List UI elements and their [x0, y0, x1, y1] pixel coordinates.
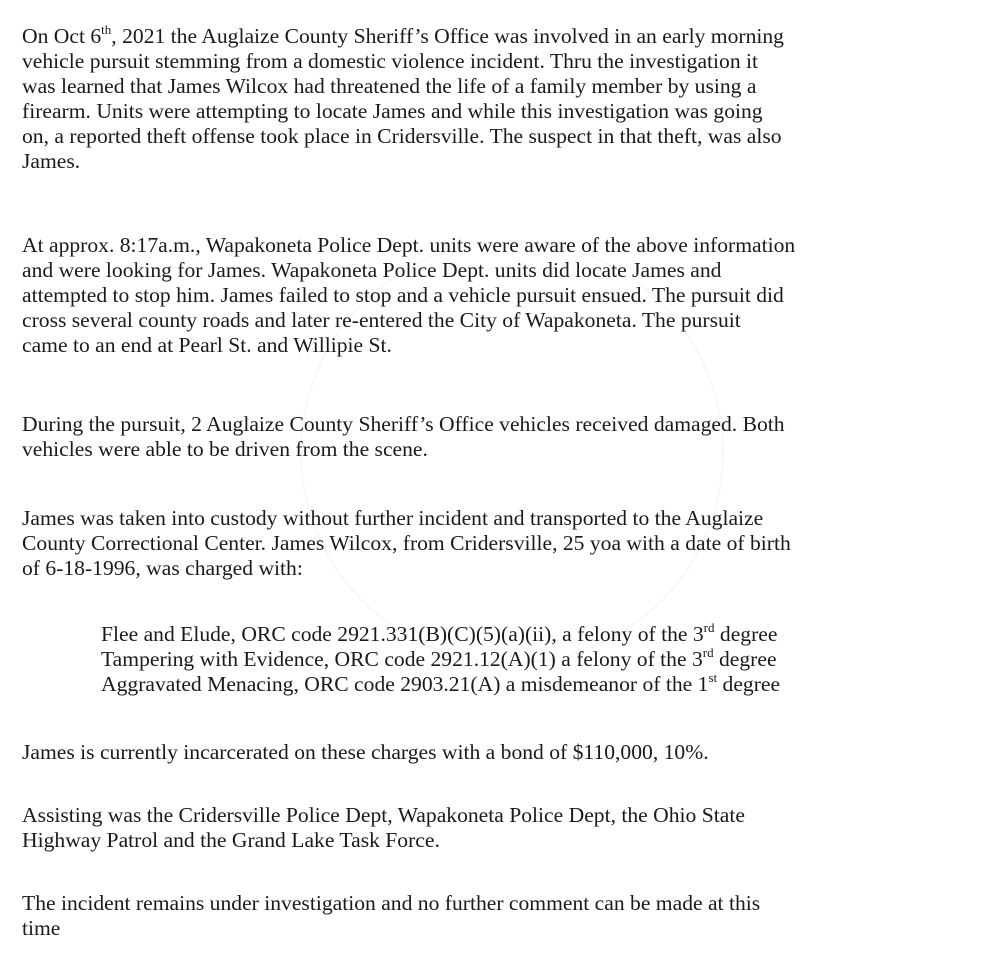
text-line [22, 531, 791, 556]
paragraph-assisting [22, 803, 745, 853]
text-run: firearm. Units were attempting to locate James and while this investigation was going [22, 99, 763, 123]
text-run: and were looking for James. Wapakoneta Police Dept. units did locate James and [22, 258, 722, 282]
text-run: vehicles were able to be driven from the scene. [22, 437, 428, 461]
text-run: , 2021 the Auglaize County Sheriff’s Office was involved in an early morning [111, 24, 784, 48]
text-run: cross several county roads and later re-entered the City of Wapakoneta. The pursuit [22, 308, 741, 332]
text-run: degree [717, 672, 781, 696]
text-line [22, 99, 784, 124]
text-run: During the pursuit, 2 Auglaize County Sheriff’s Office vehicles received damaged. Both [22, 412, 785, 436]
text-line [22, 308, 795, 333]
text-run: vehicle pursuit stemming from a domestic violence incident. Thru the investigation it [22, 49, 759, 73]
text-run: Flee and Elude, ORC code 2921.331(B)(C)(5)(a)(ii), a felony of the 3 [101, 622, 704, 646]
text-run: Highway Patrol and the Grand Lake Task Force. [22, 828, 440, 852]
text-run: At approx. 8:17a.m., Wapakoneta Police Dept. units were aware of the above information [22, 233, 796, 257]
text-run: James. [22, 149, 81, 173]
text-line [22, 556, 791, 581]
text-line [22, 74, 784, 99]
text-run: Aggravated Menacing, ORC code 2903.21(A) a misdemeanor of the 1 [101, 672, 709, 696]
paragraph-damage [22, 412, 785, 462]
text-run: came to an end at Pearl St. and Willipie St. [22, 333, 392, 357]
text-line [22, 258, 795, 283]
text-line [22, 916, 760, 941]
text-run: Assisting was the Cridersville Police Dept, Wapakoneta Police Dept, the Ohio State [22, 803, 745, 827]
text-run: of 6-18-1996, was charged with: [22, 556, 303, 580]
text-run: time [22, 916, 61, 940]
paragraph-incident-summary [22, 21, 784, 174]
text-line [22, 412, 785, 437]
superscript: rd [702, 644, 714, 660]
text-run: degree [714, 622, 778, 646]
paragraph-custody [22, 506, 791, 581]
superscript: rd [703, 619, 715, 635]
paragraph-pursuit [22, 233, 795, 358]
text-run: County Correctional Center. James Wilcox, from Cridersville, 25 yoa with a date of birth [22, 531, 791, 555]
text-run: degree [713, 647, 777, 671]
text-line [22, 21, 784, 49]
superscript: th [101, 21, 112, 37]
text-line [101, 644, 780, 672]
text-line [22, 506, 791, 531]
text-line [22, 891, 760, 916]
text-line [22, 233, 795, 258]
paragraph-bond [22, 740, 709, 765]
text-line [101, 669, 781, 697]
text-run: attempted to stop him. James failed to stop and a vehicle pursuit ensued. The pursuit did [22, 283, 784, 307]
text-line [101, 619, 780, 647]
text-run: Tampering with Evidence, ORC code 2921.12(A)(1) a felony of the 3 [101, 647, 703, 671]
text-line [22, 803, 745, 828]
text-run: James was taken into custody without further incident and transported to the Auglaize [22, 506, 764, 530]
text-line [22, 149, 784, 174]
charges-list [101, 619, 781, 697]
text-line [22, 124, 784, 149]
text-run: On Oct 6 [22, 24, 102, 48]
text-line [22, 283, 795, 308]
superscript: st [708, 669, 718, 685]
text-run: on, a reported theft offense took place in Cridersville. The suspect in that theft, was also [22, 124, 782, 148]
text-line [22, 740, 709, 765]
text-run: was learned that James Wilcox had threatened the life of a family member by using a [22, 74, 757, 98]
text-line [22, 828, 745, 853]
paragraph-closing [22, 891, 760, 941]
text-line [22, 49, 784, 74]
text-line [22, 333, 795, 358]
text-run: James is currently incarcerated on these charges with a bond of $110,000, 10%. [22, 740, 709, 764]
text-line [22, 437, 785, 462]
text-run: The incident remains under investigation and no further comment can be made at this [22, 891, 761, 915]
